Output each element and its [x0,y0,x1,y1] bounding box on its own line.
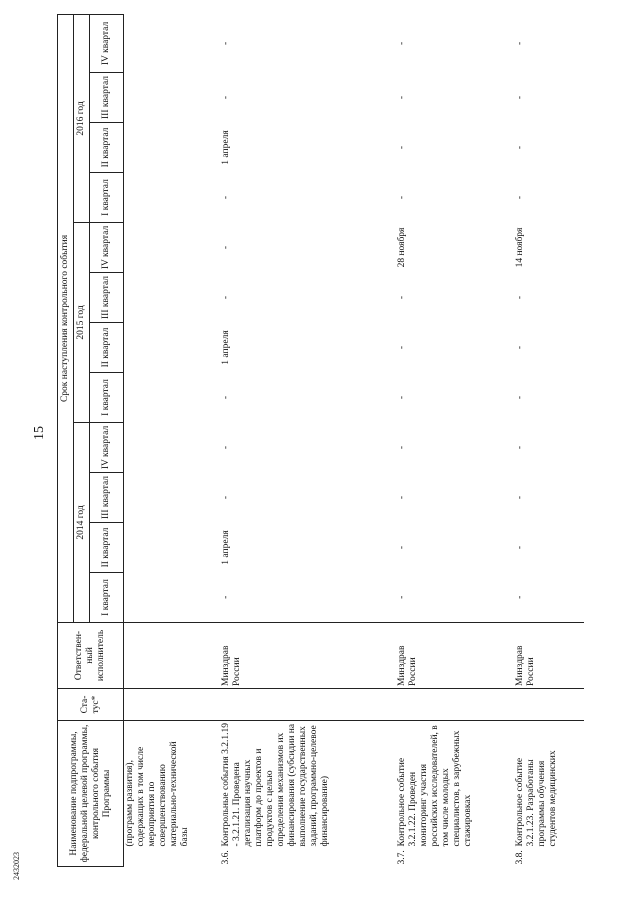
rotated-table-container [57,15,609,867]
row-status [220,688,396,720]
row-status [396,688,514,720]
row-cell: 1 апреля [220,130,231,165]
row-number: 3.6. [220,850,231,865]
header-quarter: IV квартал [90,422,124,472]
row-cell: - [514,445,525,450]
row-cell: - [220,445,231,450]
table-row [220,14,396,866]
header-quarter: IV квартал [90,14,124,72]
row-status [514,688,584,720]
row-cell: - [514,95,525,100]
row-cell: - [220,245,231,250]
header-year-2014: 2014 год [74,422,90,622]
row-responsible: Минздрав России [220,622,396,688]
row-name: Контрольное событие 3.2.1.22. Проведен мониторинг участия российских исследователей, в том числе молодых специалистов, в зарубежных стажировках [396,725,473,847]
row-cell: 14 ноября [514,227,525,268]
header-quarter: III квартал [90,72,124,122]
header-quarter: II квартал [90,322,124,372]
row-cell: - [396,295,407,300]
header-year-2016: 2016 год [74,14,90,222]
header-responsible: Ответствен-ный исполнитель [58,622,124,688]
row-cell: - [396,95,407,100]
row-cell: - [220,295,231,300]
row-cell [124,322,220,372]
header-quarter: IV квартал [90,222,124,272]
header-quarter: II квартал [90,522,124,572]
row-responsible [124,622,220,688]
header-quarter: II квартал [90,122,124,172]
row-cell: - [396,395,407,400]
row-cell: - [220,195,231,200]
row-name: Контрольное событие 3.2.1.23. Разработаны программы обучения студентов медицинских [514,750,558,847]
row-cell: - [514,295,525,300]
page-number: 15 [32,426,47,440]
row-name: (программ развития), содержащих в том числе мероприятия по совершенствованию материально-технической базы [125,741,190,847]
row-cell [124,372,220,422]
row-cell [124,72,220,122]
row-cell [124,522,220,572]
row-cell [124,422,220,472]
row-cell [124,472,220,522]
row-cell: - [220,495,231,500]
table-row [514,14,584,866]
header-deadline: Срок наступления контрольного события [58,14,74,622]
row-responsible: Минздрав России [514,622,584,688]
row-cell: - [514,572,584,622]
header-quarter: I квартал [90,172,124,222]
row-responsible: Минздрав России [396,622,514,688]
row-status [124,688,220,720]
row-cell: - [396,445,407,450]
table-row [396,14,514,866]
row-cell: - [396,145,407,150]
row-cell [124,222,220,272]
row-number: 3.7. [396,850,407,865]
control-events-table [57,14,584,867]
header-quarter: I квартал [90,572,124,622]
row-cell: - [220,41,231,46]
row-cell [124,272,220,322]
row-cell: - [396,495,407,500]
row-cell: - [396,345,407,350]
row-cell: - [220,572,396,622]
row-cell: 28 ноября [396,227,407,268]
row-cell: - [514,41,525,46]
row-cell: - [396,545,407,550]
row-cell [124,14,220,72]
row-cell: - [396,41,407,46]
row-cell: - [220,95,231,100]
header-quarter: I квартал [90,372,124,422]
row-cell [124,172,220,222]
row-cell: - [514,145,525,150]
row-cell: - [220,395,231,400]
row-cell: 1 апреля [220,530,231,565]
row-number: 3.8. [514,850,525,865]
row-cell: 1 апреля [220,330,231,365]
row-cell: - [396,195,407,200]
header-name: Наименование подпрограммы, федеральной целевой программы, контрольного события Программы [58,720,124,866]
row-cell: - [514,195,525,200]
row-cell [124,122,220,172]
row-cell: - [514,495,525,500]
row-cell: - [514,395,525,400]
header-status: Ста-тус* [58,688,124,720]
row-cell [124,572,220,622]
table-row [124,14,220,866]
header-year-2015: 2015 год [74,222,90,422]
row-name: Контрольные события 3.2.1.19 - 3.2.1.21. Проведена детализация научных платформ до проектов и продуктов с целью определения механизмов их финансирования (субсидии на выполнение государственных заданий, программно-целевое финансирование) [220,722,330,847]
header-quarter: III квартал [90,272,124,322]
header-quarter: III квартал [90,472,124,522]
row-number [124,849,220,867]
document-code: 2432023 [12,852,21,880]
row-cell: - [396,572,514,622]
row-cell: - [514,345,525,350]
row-cell: - [514,545,525,550]
